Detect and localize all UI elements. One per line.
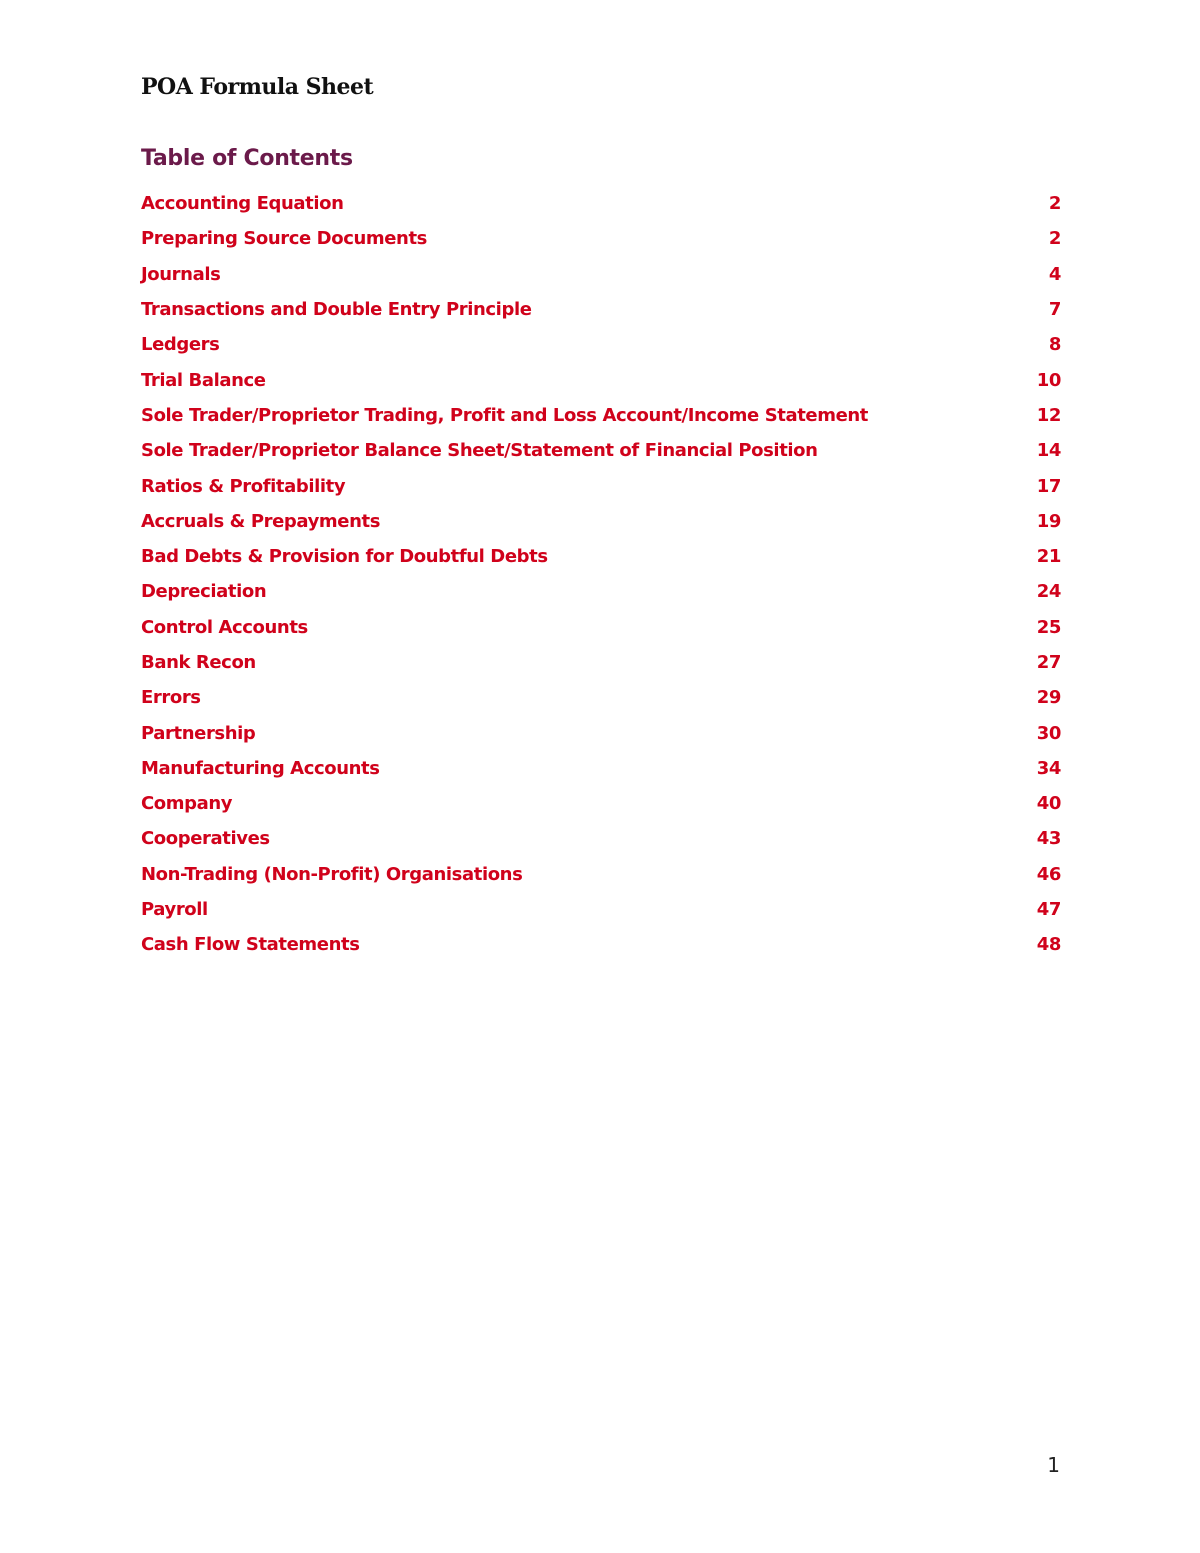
- toc-entry-page-number[interactable]: 19: [1036, 510, 1061, 532]
- toc-entry-page-number[interactable]: 10: [1036, 369, 1061, 391]
- toc-entry[interactable]: [141, 786, 1061, 821]
- toc-entry-title[interactable]: Payroll: [141, 899, 208, 921]
- toc-entry-page-number[interactable]: 30: [1036, 722, 1061, 744]
- toc-entry-title[interactable]: Company: [141, 793, 233, 815]
- toc-entry[interactable]: [141, 292, 1061, 327]
- toc-entry-title[interactable]: Partnership: [141, 722, 256, 744]
- toc-entry-page-number[interactable]: 46: [1036, 863, 1061, 885]
- toc-entry[interactable]: [141, 468, 1061, 503]
- toc-entry-title[interactable]: Bank Recon: [141, 652, 256, 673]
- toc-entry[interactable]: [141, 715, 1061, 750]
- toc-entry[interactable]: [141, 398, 1061, 433]
- page-number: 1: [1047, 1453, 1060, 1477]
- toc-entry-title[interactable]: Non-Trading (Non-Profit) Organisations: [141, 863, 523, 885]
- toc-entry[interactable]: [141, 504, 1061, 539]
- toc-entry[interactable]: [141, 680, 1061, 715]
- toc-entry-title[interactable]: Bad Debts & Provision for Doubtful Debts: [141, 546, 548, 568]
- page-title: POA Formula Sheet: [141, 74, 374, 100]
- toc-entry-page-number[interactable]: 34: [1036, 757, 1061, 779]
- toc-entry-page-number[interactable]: 4: [1048, 263, 1061, 285]
- toc-entry-title[interactable]: Cash Flow Statements: [141, 934, 360, 956]
- toc-entry-title[interactable]: Transactions and Double Entry Principle: [141, 299, 532, 321]
- toc-entry[interactable]: [141, 857, 1061, 892]
- toc-entry-title[interactable]: Sole Trader/Proprietor Balance Sheet/Statement of Financial Position: [141, 440, 818, 462]
- toc-entry-title[interactable]: Ledgers: [141, 334, 220, 356]
- toc-entry-page-number[interactable]: 25: [1036, 616, 1061, 638]
- toc-entry-page-number[interactable]: 8: [1048, 334, 1061, 356]
- toc-entry-page-number[interactable]: 21: [1036, 546, 1061, 568]
- toc-entry-page-number[interactable]: 29: [1036, 687, 1061, 709]
- toc-entry[interactable]: [141, 751, 1061, 786]
- toc-entry-title[interactable]: Ratios & Profitability: [141, 475, 346, 497]
- toc-entry-title[interactable]: Depreciation: [141, 581, 267, 603]
- toc-entry-title[interactable]: Cooperatives: [141, 828, 270, 850]
- toc-entry-page-number[interactable]: 40: [1036, 793, 1061, 815]
- toc-entry-title[interactable]: Journals: [141, 263, 221, 285]
- toc-entry-title[interactable]: Accruals & Prepayments: [141, 510, 381, 532]
- toc-entry[interactable]: [141, 362, 1061, 397]
- toc-entry[interactable]: [141, 327, 1061, 362]
- toc-entry[interactable]: [141, 257, 1061, 292]
- toc-entry-page-number[interactable]: 24: [1036, 581, 1061, 603]
- toc-entry-title[interactable]: Trial Balance: [141, 369, 266, 391]
- toc-list: [141, 186, 1061, 963]
- toc-entry[interactable]: [141, 539, 1061, 574]
- toc-entry-page-number[interactable]: 12: [1036, 404, 1061, 426]
- toc-entry-title[interactable]: Control Accounts: [141, 616, 308, 638]
- toc-entry[interactable]: [141, 645, 1061, 680]
- toc-entry-title[interactable]: Accounting Equation: [141, 193, 344, 215]
- toc-entry[interactable]: [141, 186, 1061, 221]
- toc-entry[interactable]: [141, 610, 1061, 645]
- toc-entry-page-number[interactable]: 27: [1036, 652, 1061, 673]
- toc-entry-page-number[interactable]: 2: [1048, 193, 1061, 215]
- toc-entry-page-number[interactable]: 47: [1036, 899, 1061, 921]
- toc-entry-title[interactable]: Manufacturing Accounts: [141, 757, 380, 779]
- toc-entry-page-number[interactable]: 2: [1048, 228, 1061, 250]
- toc-entry-page-number[interactable]: 17: [1036, 475, 1061, 497]
- toc-entry[interactable]: [141, 221, 1061, 256]
- toc-entry[interactable]: [141, 433, 1061, 468]
- toc-entry-page-number[interactable]: 7: [1048, 299, 1061, 321]
- toc-entry-page-number[interactable]: 43: [1036, 828, 1061, 850]
- toc-entry-title[interactable]: Sole Trader/Proprietor Trading, Profit and Loss Account/Income Statement: [141, 404, 868, 426]
- toc-entry[interactable]: [141, 892, 1061, 927]
- toc-entry-page-number[interactable]: 14: [1036, 440, 1061, 462]
- toc-entry-page-number[interactable]: 48: [1036, 934, 1061, 956]
- toc-heading: Table of Contents: [141, 146, 353, 171]
- toc-entry[interactable]: [141, 927, 1061, 962]
- toc-entry-title[interactable]: Preparing Source Documents: [141, 228, 427, 250]
- toc-entry[interactable]: [141, 574, 1061, 609]
- toc-entry-title[interactable]: Errors: [141, 687, 201, 709]
- toc-entry[interactable]: [141, 821, 1061, 856]
